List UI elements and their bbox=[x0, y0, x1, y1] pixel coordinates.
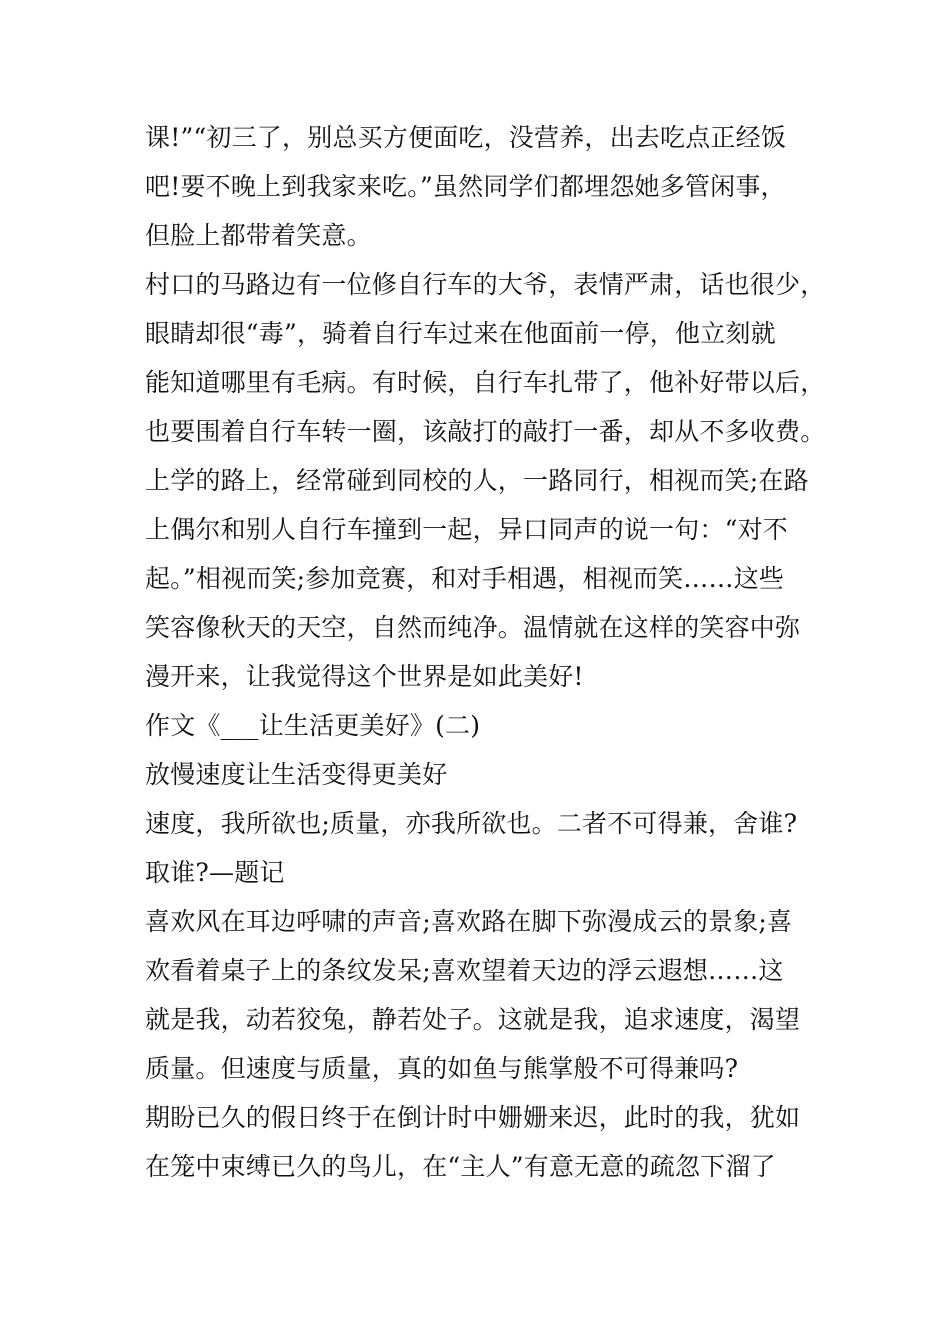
text-line: 在笼中束缚已久的鸟儿，在“主人”有意无意的疏忽下溜了 bbox=[145, 1152, 776, 1181]
text-line: 喜欢风在耳边呼啸的声音;喜欢路在脚下弥漫成云的景象;喜 bbox=[145, 907, 793, 936]
text-line: 眼睛却很“毒”，骑着自行车过来在他面前一停，他立刻就 bbox=[145, 319, 776, 348]
text-line: 质量。但速度与质量，真的如鱼与熊掌般不可得兼吗? bbox=[145, 1054, 739, 1083]
text-line: 上偶尔和别人自行车撞到一起，异口同声的说一句：“对不 bbox=[145, 515, 788, 544]
essay-title: 作文《___让生活更美好》(二) bbox=[145, 711, 481, 740]
text-line: 能知道哪里有毛病。有时候，自行车扎带了，他补好带以后， bbox=[145, 368, 826, 397]
text-line: 也要围着自行车转一圈，该敲打的敲打一番，却从不多收费。 bbox=[145, 417, 826, 446]
text-line: 课!”“初三了，别总买方便面吃，没营养，出去吃点正经饭 bbox=[145, 123, 787, 152]
epigraph-line: 取谁?—题记 bbox=[145, 858, 285, 887]
text-line: 漫开来，让我觉得这个世界是如此美好! bbox=[145, 662, 584, 691]
text-line: 就是我，动若狡兔，静若处子。这就是我，追求速度，渴望 bbox=[145, 1005, 801, 1034]
document-body bbox=[145, 113, 826, 1191]
text-line: 上学的路上，经常碰到同校的人，一路同行，相视而笑;在路 bbox=[145, 466, 809, 495]
text-line: 起。”相视而笑;参加竞赛，和对手相遇，相视而笑……这些 bbox=[145, 564, 785, 593]
text-line: 欢看着桌子上的条纹发呆;喜欢望着天边的浮云遐想……这 bbox=[145, 956, 784, 985]
text-line: 期盼已久的假日终于在倒计时中姗姗来迟，此时的我，犹如 bbox=[145, 1103, 801, 1132]
essay-subtitle: 放慢速度让生活变得更美好 bbox=[145, 760, 448, 789]
text-line: 笑容像秋天的天空，自然而纯净。温情就在这样的笑容中弥 bbox=[145, 613, 801, 642]
epigraph-line: 速度，我所欲也;质量，亦我所欲也。二者不可得兼，舍谁? bbox=[145, 809, 798, 838]
text-line: 村口的马路边有一位修自行车的大爷，表情严肃，话也很少， bbox=[145, 270, 826, 299]
text-line: 但脸上都带着笑意。 bbox=[145, 221, 372, 250]
text-line: 吧!要不晚上到我家来吃。”虽然同学们都埋怨她多管闲事， bbox=[145, 172, 786, 201]
